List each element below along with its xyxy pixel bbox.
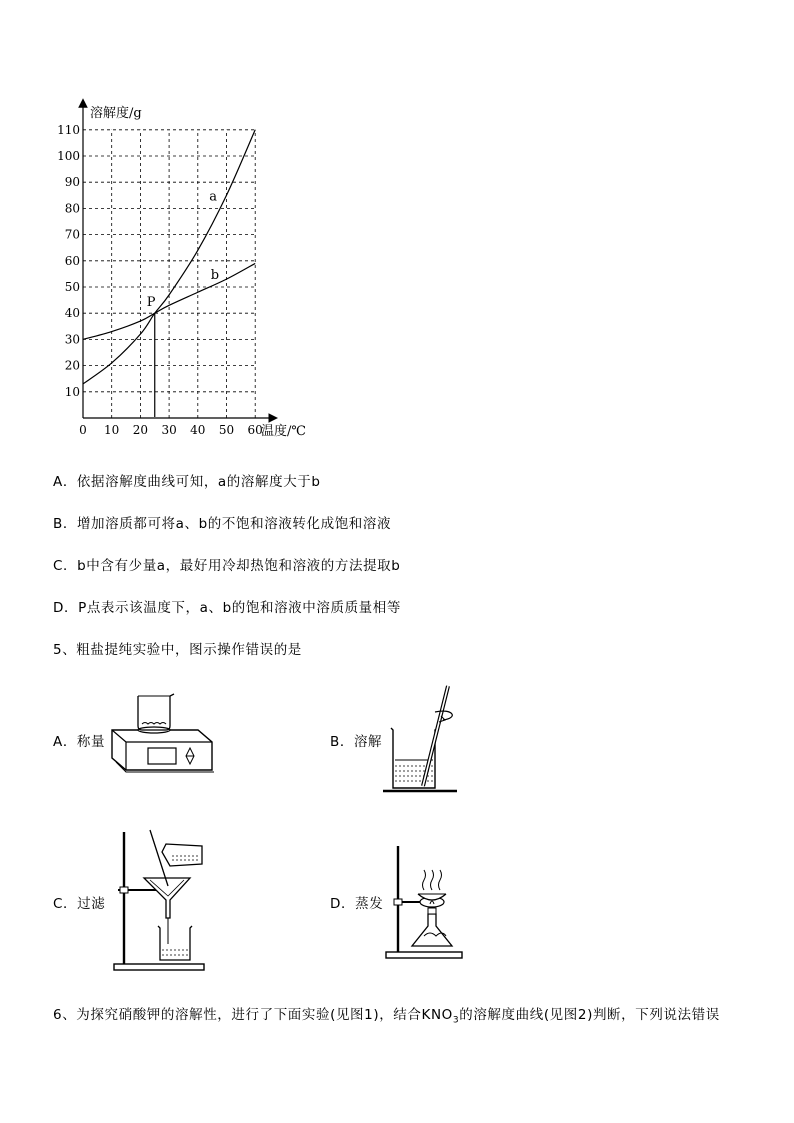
- q5-option-b-label: B．溶解: [330, 734, 383, 750]
- chart-ticks: [57, 123, 263, 437]
- x-tick-label: 30: [161, 423, 177, 437]
- series-label-a: a: [209, 189, 218, 205]
- q5-option-a-label: A．称量: [53, 734, 106, 750]
- y-tick-label: 30: [64, 332, 80, 347]
- series-label-b: b: [210, 268, 220, 284]
- y-tick-label: 20: [64, 358, 80, 373]
- x-tick-label: 60: [247, 423, 263, 437]
- q4-option-c: C．b中含有少量a，最好用冷却热饱和溶液的方法提取b: [53, 558, 401, 574]
- y-axis-label: 溶解度/g: [90, 106, 142, 121]
- y-tick-label: 90: [64, 175, 80, 190]
- y-tick-label: 110: [57, 122, 80, 137]
- q6-stem-part1: 6、为探究硝酸钾的溶解性，进行了下面实验(见图1)，结合KNO: [53, 1007, 453, 1023]
- y-tick-label: 60: [64, 253, 80, 268]
- p-point-label: P: [146, 295, 156, 311]
- filtration-illustration: [110, 826, 215, 974]
- q6-stem-subscript: 3: [452, 1015, 460, 1026]
- weighing-balance-illustration: [108, 690, 218, 782]
- y-tick-label: 80: [64, 201, 80, 216]
- x-tick-label: 50: [218, 423, 235, 437]
- q6-stem: [53, 1003, 720, 1026]
- y-tick-label: 10: [64, 384, 80, 399]
- q4-option-b: B．增加溶质都可将a、b的不饱和溶液转化成饱和溶液: [53, 516, 392, 532]
- y-tick-label: 50: [64, 280, 80, 294]
- x-tick-label: 10: [104, 423, 120, 437]
- q5-option-c-label: C．过滤: [53, 896, 106, 912]
- y-tick-label: 100: [57, 149, 80, 163]
- q6-stem-part2: 的溶解度曲线(见图2)判断，下列说法错误: [459, 1007, 720, 1023]
- solubility-chart: [50, 95, 330, 450]
- q4-option-d: D．P点表示该温度下，a、b的饱和溶液中溶质质量相等: [53, 600, 401, 616]
- q4-option-a: A．依据溶解度曲线可知，a的溶解度大于b: [53, 474, 321, 490]
- q5-stem: 5、粗盐提纯实验中，图示操作错误的是: [53, 642, 302, 658]
- chart-grid: [83, 130, 255, 418]
- x-tick-label: 40: [190, 423, 206, 437]
- q5-option-d-label: D．蒸发: [330, 896, 384, 912]
- evaporation-illustration: [380, 842, 470, 962]
- y-tick-label: 40: [64, 306, 80, 321]
- x-axis-label: 温度/℃: [261, 424, 306, 439]
- dissolving-beaker-illustration: [383, 682, 463, 797]
- x-tick-label: 0: [79, 423, 87, 437]
- x-tick-label: 20: [132, 423, 149, 437]
- y-tick-label: 70: [64, 227, 80, 242]
